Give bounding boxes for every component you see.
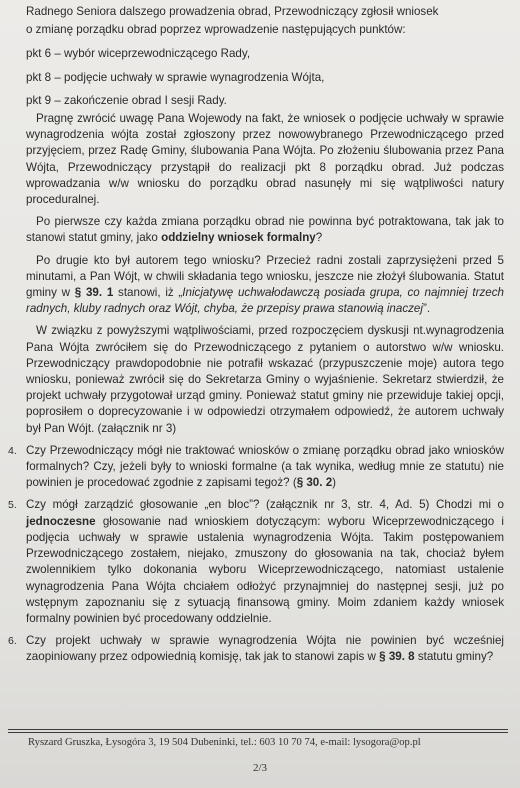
text-run: głosowanie nad wnioskiem dotyczącym: wyboru Wiceprzewodniczącego i podjęcia uchwały w sprawie ustalenia wynagrodzenia Wójta. Takim postępowaniem Przewodniczącego zostałem, niejako, zmuszony do głosowania na tak, chociaż byłem zwolennikiem tylko dokonania wyboru Wiceprzewodniczącego, natomiast ustalenie wynagrodzenia Pana Wójta chciałem odłożyć przynajmniej do następnej sesji, już po wstępnym zapoznaniu się z sytuacją finansową gminy. Moim zdaniem każdy wniosek formalny powinien być procedowany oddzielnie. <box>26 514 504 625</box>
question-4 <box>8 443 504 492</box>
page-body <box>8 4 504 672</box>
paragraph-first-question <box>26 214 504 246</box>
bold-run: oddzielny wniosek formalny <box>161 231 316 245</box>
list-number: 6. <box>8 635 17 648</box>
text-run: stanowi, iż „ <box>113 286 183 300</box>
text-run: ”. <box>422 302 431 316</box>
paragraph-attention: Pragnę zwrócić uwagę Pana Wojewody na fakt, że wniosek o podjęcie uchwały w sprawie wynagrodzenia wójta został zgłoszony przez nowowybranego Przewodniczącego przed przyjęciem, przez Radę Gminy, ślubowania Pana Wójta. Po złożeniu ślubowania przez Pana Wójta, Przewodniczący przystąpił do realizacji pkt 8 porządku obrad. Już podczas wprowadzania w/w wniosku do porządku obrad nasunęły mi się wątpliwości natury proceduralnej. <box>26 112 504 207</box>
paragraph-doubts: W związku z powyższymi wątpliwościami, przed rozpoczęciem dyskusji nt.wynagrodzenia Pana Wójta zwróciłem się do Przewodniczącego z pytaniem o autorstwo w/w wniosku. Przewodniczący prawdopodobnie nie potrafił wskazać (przypuszczenie moje) autora tego wniosku, ponieważ zwrócił się do Sekretarza Gminy o wyjaśnienie. Sekretarz stwierdził, że projekt uchwały przygotował urząd gminy. Ponieważ statut gminy nie przewiduje takiej opcji, poprosiłem o doprecyzowanie i w odpowiedzi otrzymałem odpowiedź, że autorem uchwały był Pan Wójt. (załącznik nr 3) <box>26 324 504 435</box>
agenda-item-9: pkt 9 – zakończenie obrad I sesji Rady. <box>26 93 227 107</box>
text-run: Czy projekt uchwały w sprawie wynagrodzenia Wójta nie powinien być wcześniej zaopiniowany przez odpowiednią komisję, tak jak to stanowi zapis w <box>26 634 504 664</box>
bold-run: jednoczesne <box>26 514 96 528</box>
agenda-item-6: pkt 6 – wybór wiceprzewodniczącego Rady, <box>26 47 251 61</box>
list-number: 5. <box>8 499 17 512</box>
list-number: 4. <box>8 444 17 457</box>
statute-quote: Inicjatywę uchwałodawczą posiada grupa, co najmniej trzech radnych, kluby radnych oraz Wójt, chyba, że przepisy prawa stanowią inaczej <box>26 286 504 316</box>
question-text <box>26 443 504 492</box>
text-run: Czy mógł zarządzić głosowanie „en bloc”? (załącznik nr 3, str. 4, Ad. 5) Chodzi mi o <box>26 498 504 512</box>
statute-reference: § 39. 8 <box>379 650 415 664</box>
intro-line-2: o zmianę porządku obrad poprzez wprowadzenie następujących punktów: <box>26 23 406 37</box>
footer-contact: Ryszard Gruszka, Łysogóra 3, 19 504 Dubeninki, tel.: 603 10 70 74, e-mail: lysogora@op.pl <box>28 737 421 748</box>
page-number: 2/3 <box>252 762 268 774</box>
question-text <box>26 633 504 665</box>
statute-reference: § 30. 2 <box>296 476 333 490</box>
text-run: statutu gminy? <box>414 650 494 664</box>
text-run: Po pierwsze czy każda zmiana porządku obrad nie powinna być potraktowana, tak jak to stanowi statut gminy, jako <box>26 215 504 245</box>
question-5 <box>8 497 504 627</box>
footer-divider <box>8 729 508 730</box>
text-run: Czy Przewodniczący mógł nie traktować wniosków o zmianę porządku obrad jako wniosków formalnych? Czy, jeżeli były to wnioski formalne (a tak wynika, według mnie ze statutu) nie powinien je procedować zgodnie z zapisami tegoż? ( <box>26 443 504 490</box>
question-text <box>26 497 504 627</box>
text-run: ? <box>315 231 323 245</box>
intro-line-1: Radnego Seniora dalszego prowadzenia obrad, Przewodniczący zgłosił wniosek <box>26 5 439 18</box>
question-6 <box>8 633 504 665</box>
text-run: ) <box>332 476 337 490</box>
paragraph-second-question <box>26 253 504 318</box>
statute-reference: § 39. 1 <box>74 286 114 300</box>
footer-divider <box>8 732 508 733</box>
agenda-item-8: pkt 8 – podjęcie uchwały w sprawie wynagrodzenia Wójta, <box>26 70 325 84</box>
text-run: Po drugie kto był autorem tego wniosku? Przecież radni zostali zaprzysiężeni przed 5 minutami, a Pan Wójt, w chwili składania tego wniosku, jeszcze nie złożył ślubowania. Statut gminy w <box>26 253 504 300</box>
